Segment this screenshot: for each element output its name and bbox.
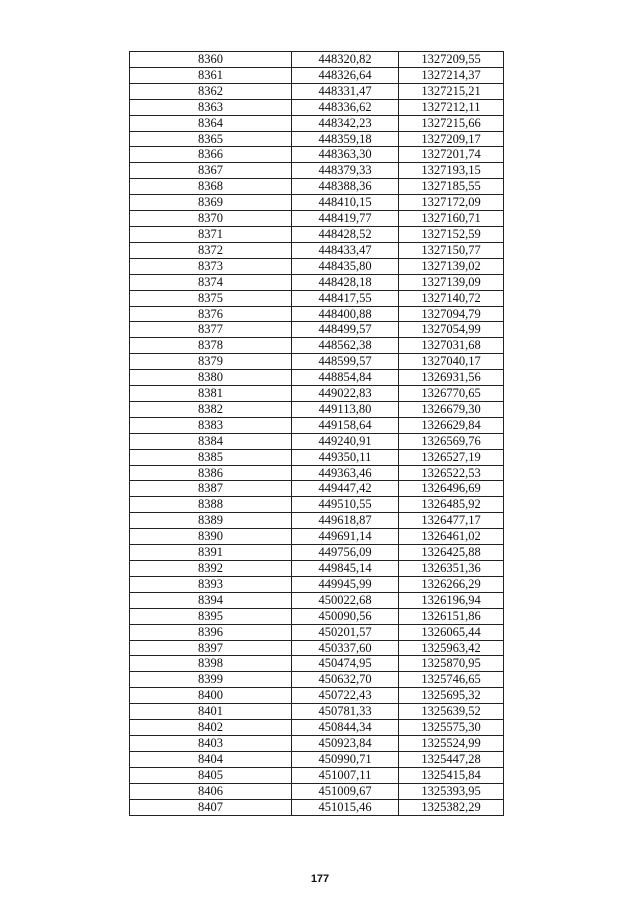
x-coordinate-cell: 451015,46 [292,799,399,815]
y-coordinate-cell: 1325382,29 [399,799,504,815]
x-coordinate-cell: 449845,14 [292,561,399,577]
x-coordinate-cell: 449945,99 [292,576,399,592]
y-coordinate-cell: 1327193,15 [399,163,504,179]
table-row [130,163,504,179]
table-row [130,290,504,306]
point-number-cell: 8389 [130,513,292,529]
table-row [130,576,504,592]
table-row [130,767,504,783]
x-coordinate-cell: 450844,34 [292,720,399,736]
x-coordinate-cell: 449756,09 [292,545,399,561]
table-row [130,481,504,497]
y-coordinate-cell: 1325746,65 [399,672,504,688]
table-row [130,465,504,481]
point-number-cell: 8387 [130,481,292,497]
table-row [130,386,504,402]
table-row [130,338,504,354]
y-coordinate-cell: 1327139,02 [399,258,504,274]
x-coordinate-cell: 449350,11 [292,449,399,465]
x-coordinate-cell: 448359,18 [292,131,399,147]
table-row [130,783,504,799]
point-number-cell: 8384 [130,433,292,449]
x-coordinate-cell: 450090,56 [292,608,399,624]
y-coordinate-cell: 1325870,95 [399,656,504,672]
table-row [130,52,504,68]
y-coordinate-cell: 1327031,68 [399,338,504,354]
point-number-cell: 8370 [130,211,292,227]
point-number-cell: 8378 [130,338,292,354]
y-coordinate-cell: 1325639,52 [399,704,504,720]
x-coordinate-cell: 450722,43 [292,688,399,704]
point-number-cell: 8366 [130,147,292,163]
x-coordinate-cell: 448428,18 [292,274,399,290]
x-coordinate-cell: 449113,80 [292,401,399,417]
x-coordinate-cell: 449158,64 [292,417,399,433]
table-row [130,99,504,115]
point-number-cell: 8361 [130,67,292,83]
point-number-cell: 8371 [130,226,292,242]
x-coordinate-cell: 450022,68 [292,592,399,608]
point-number-cell: 8394 [130,592,292,608]
y-coordinate-cell: 1326522,53 [399,465,504,481]
table-row [130,242,504,258]
y-coordinate-cell: 1326569,76 [399,433,504,449]
y-coordinate-cell: 1327215,66 [399,115,504,131]
table-row [130,258,504,274]
table-row [130,322,504,338]
x-coordinate-cell: 448417,55 [292,290,399,306]
table-row [130,656,504,672]
table-row [130,751,504,767]
point-number-cell: 8397 [130,640,292,656]
point-number-cell: 8405 [130,767,292,783]
point-number-cell: 8383 [130,417,292,433]
x-coordinate-cell: 448342,23 [292,115,399,131]
x-coordinate-cell: 450781,33 [292,704,399,720]
x-coordinate-cell: 449691,14 [292,529,399,545]
point-number-cell: 8400 [130,688,292,704]
y-coordinate-cell: 1325447,28 [399,751,504,767]
y-coordinate-cell: 1325575,30 [399,720,504,736]
x-coordinate-cell: 450990,71 [292,751,399,767]
x-coordinate-cell: 450337,60 [292,640,399,656]
y-coordinate-cell: 1327139,09 [399,274,504,290]
x-coordinate-cell: 448419,77 [292,211,399,227]
x-coordinate-cell: 448428,52 [292,226,399,242]
y-coordinate-cell: 1327172,09 [399,195,504,211]
y-coordinate-cell: 1326461,02 [399,529,504,545]
point-number-cell: 8364 [130,115,292,131]
y-coordinate-cell: 1327201,74 [399,147,504,163]
table-row [130,67,504,83]
table-row [130,592,504,608]
x-coordinate-cell: 451007,11 [292,767,399,783]
y-coordinate-cell: 1326266,29 [399,576,504,592]
point-number-cell: 8393 [130,576,292,592]
point-number-cell: 8376 [130,306,292,322]
point-number-cell: 8402 [130,720,292,736]
point-number-cell: 8374 [130,274,292,290]
y-coordinate-cell: 1327212,11 [399,99,504,115]
x-coordinate-cell: 448326,64 [292,67,399,83]
point-number-cell: 8401 [130,704,292,720]
point-number-cell: 8404 [130,751,292,767]
x-coordinate-cell: 448435,80 [292,258,399,274]
y-coordinate-cell: 1327150,77 [399,242,504,258]
table-row [130,513,504,529]
y-coordinate-cell: 1326351,36 [399,561,504,577]
y-coordinate-cell: 1327040,17 [399,354,504,370]
x-coordinate-cell: 448379,33 [292,163,399,179]
point-number-cell: 8406 [130,783,292,799]
table-row [130,672,504,688]
y-coordinate-cell: 1326196,94 [399,592,504,608]
x-coordinate-cell: 448433,47 [292,242,399,258]
table-row [130,226,504,242]
y-coordinate-cell: 1326485,92 [399,497,504,513]
y-coordinate-cell: 1327152,59 [399,226,504,242]
table-row [130,624,504,640]
x-coordinate-cell: 448388,36 [292,179,399,195]
table-row [130,433,504,449]
point-number-cell: 8407 [130,799,292,815]
coordinates-table [129,51,504,816]
x-coordinate-cell: 448363,30 [292,147,399,163]
table-row [130,720,504,736]
y-coordinate-cell: 1327094,79 [399,306,504,322]
y-coordinate-cell: 1325695,32 [399,688,504,704]
x-coordinate-cell: 449618,87 [292,513,399,529]
y-coordinate-cell: 1327215,21 [399,83,504,99]
point-number-cell: 8372 [130,242,292,258]
y-coordinate-cell: 1325963,42 [399,640,504,656]
point-number-cell: 8369 [130,195,292,211]
table-row [130,354,504,370]
table-row [130,640,504,656]
table-row [130,211,504,227]
y-coordinate-cell: 1325415,84 [399,767,504,783]
x-coordinate-cell: 449510,55 [292,497,399,513]
x-coordinate-cell: 449447,42 [292,481,399,497]
y-coordinate-cell: 1326770,65 [399,386,504,402]
table-row [130,370,504,386]
x-coordinate-cell: 450474,95 [292,656,399,672]
x-coordinate-cell: 448410,15 [292,195,399,211]
point-number-cell: 8390 [130,529,292,545]
table-row [130,449,504,465]
table-row [130,529,504,545]
y-coordinate-cell: 1326527,19 [399,449,504,465]
y-coordinate-cell: 1326065,44 [399,624,504,640]
y-coordinate-cell: 1326151,86 [399,608,504,624]
point-number-cell: 8363 [130,99,292,115]
point-number-cell: 8379 [130,354,292,370]
y-coordinate-cell: 1326425,88 [399,545,504,561]
table-row [130,561,504,577]
x-coordinate-cell: 448854,84 [292,370,399,386]
table-row [130,608,504,624]
point-number-cell: 8368 [130,179,292,195]
table-row [130,704,504,720]
table-row [130,274,504,290]
point-number-cell: 8375 [130,290,292,306]
point-number-cell: 8365 [130,131,292,147]
point-number-cell: 8386 [130,465,292,481]
point-number-cell: 8360 [130,52,292,68]
x-coordinate-cell: 448331,47 [292,83,399,99]
point-number-cell: 8373 [130,258,292,274]
point-number-cell: 8381 [130,386,292,402]
x-coordinate-cell: 450632,70 [292,672,399,688]
point-number-cell: 8399 [130,672,292,688]
table-row [130,545,504,561]
table-row [130,115,504,131]
y-coordinate-cell: 1326629,84 [399,417,504,433]
table-row [130,195,504,211]
y-coordinate-cell: 1326679,30 [399,401,504,417]
table-row [130,83,504,99]
point-number-cell: 8398 [130,656,292,672]
x-coordinate-cell: 448499,57 [292,322,399,338]
point-number-cell: 8392 [130,561,292,577]
y-coordinate-cell: 1326496,69 [399,481,504,497]
x-coordinate-cell: 449363,46 [292,465,399,481]
table-row [130,799,504,815]
y-coordinate-cell: 1327209,17 [399,131,504,147]
x-coordinate-cell: 448562,38 [292,338,399,354]
x-coordinate-cell: 450201,57 [292,624,399,640]
x-coordinate-cell: 448599,57 [292,354,399,370]
y-coordinate-cell: 1326477,17 [399,513,504,529]
point-number-cell: 8395 [130,608,292,624]
table-row [130,688,504,704]
table-row [130,401,504,417]
page-number: 177 [310,873,330,885]
table-row [130,147,504,163]
y-coordinate-cell: 1327160,71 [399,211,504,227]
point-number-cell: 8403 [130,735,292,751]
point-number-cell: 8380 [130,370,292,386]
table-row [130,735,504,751]
y-coordinate-cell: 1327054,99 [399,322,504,338]
point-number-cell: 8396 [130,624,292,640]
y-coordinate-cell: 1326931,56 [399,370,504,386]
y-coordinate-cell: 1325393,95 [399,783,504,799]
point-number-cell: 8385 [130,449,292,465]
table-row [130,497,504,513]
x-coordinate-cell: 448320,82 [292,52,399,68]
table-row [130,179,504,195]
table-row [130,131,504,147]
y-coordinate-cell: 1327209,55 [399,52,504,68]
coordinates-table-body [130,52,504,816]
y-coordinate-cell: 1327185,55 [399,179,504,195]
table-row [130,417,504,433]
point-number-cell: 8382 [130,401,292,417]
x-coordinate-cell: 448400,88 [292,306,399,322]
point-number-cell: 8388 [130,497,292,513]
point-number-cell: 8367 [130,163,292,179]
x-coordinate-cell: 450923,84 [292,735,399,751]
y-coordinate-cell: 1327214,37 [399,67,504,83]
x-coordinate-cell: 449240,91 [292,433,399,449]
x-coordinate-cell: 448336,62 [292,99,399,115]
point-number-cell: 8362 [130,83,292,99]
y-coordinate-cell: 1327140,72 [399,290,504,306]
table-row [130,306,504,322]
point-number-cell: 8377 [130,322,292,338]
x-coordinate-cell: 451009,67 [292,783,399,799]
x-coordinate-cell: 449022,83 [292,386,399,402]
point-number-cell: 8391 [130,545,292,561]
y-coordinate-cell: 1325524,99 [399,735,504,751]
